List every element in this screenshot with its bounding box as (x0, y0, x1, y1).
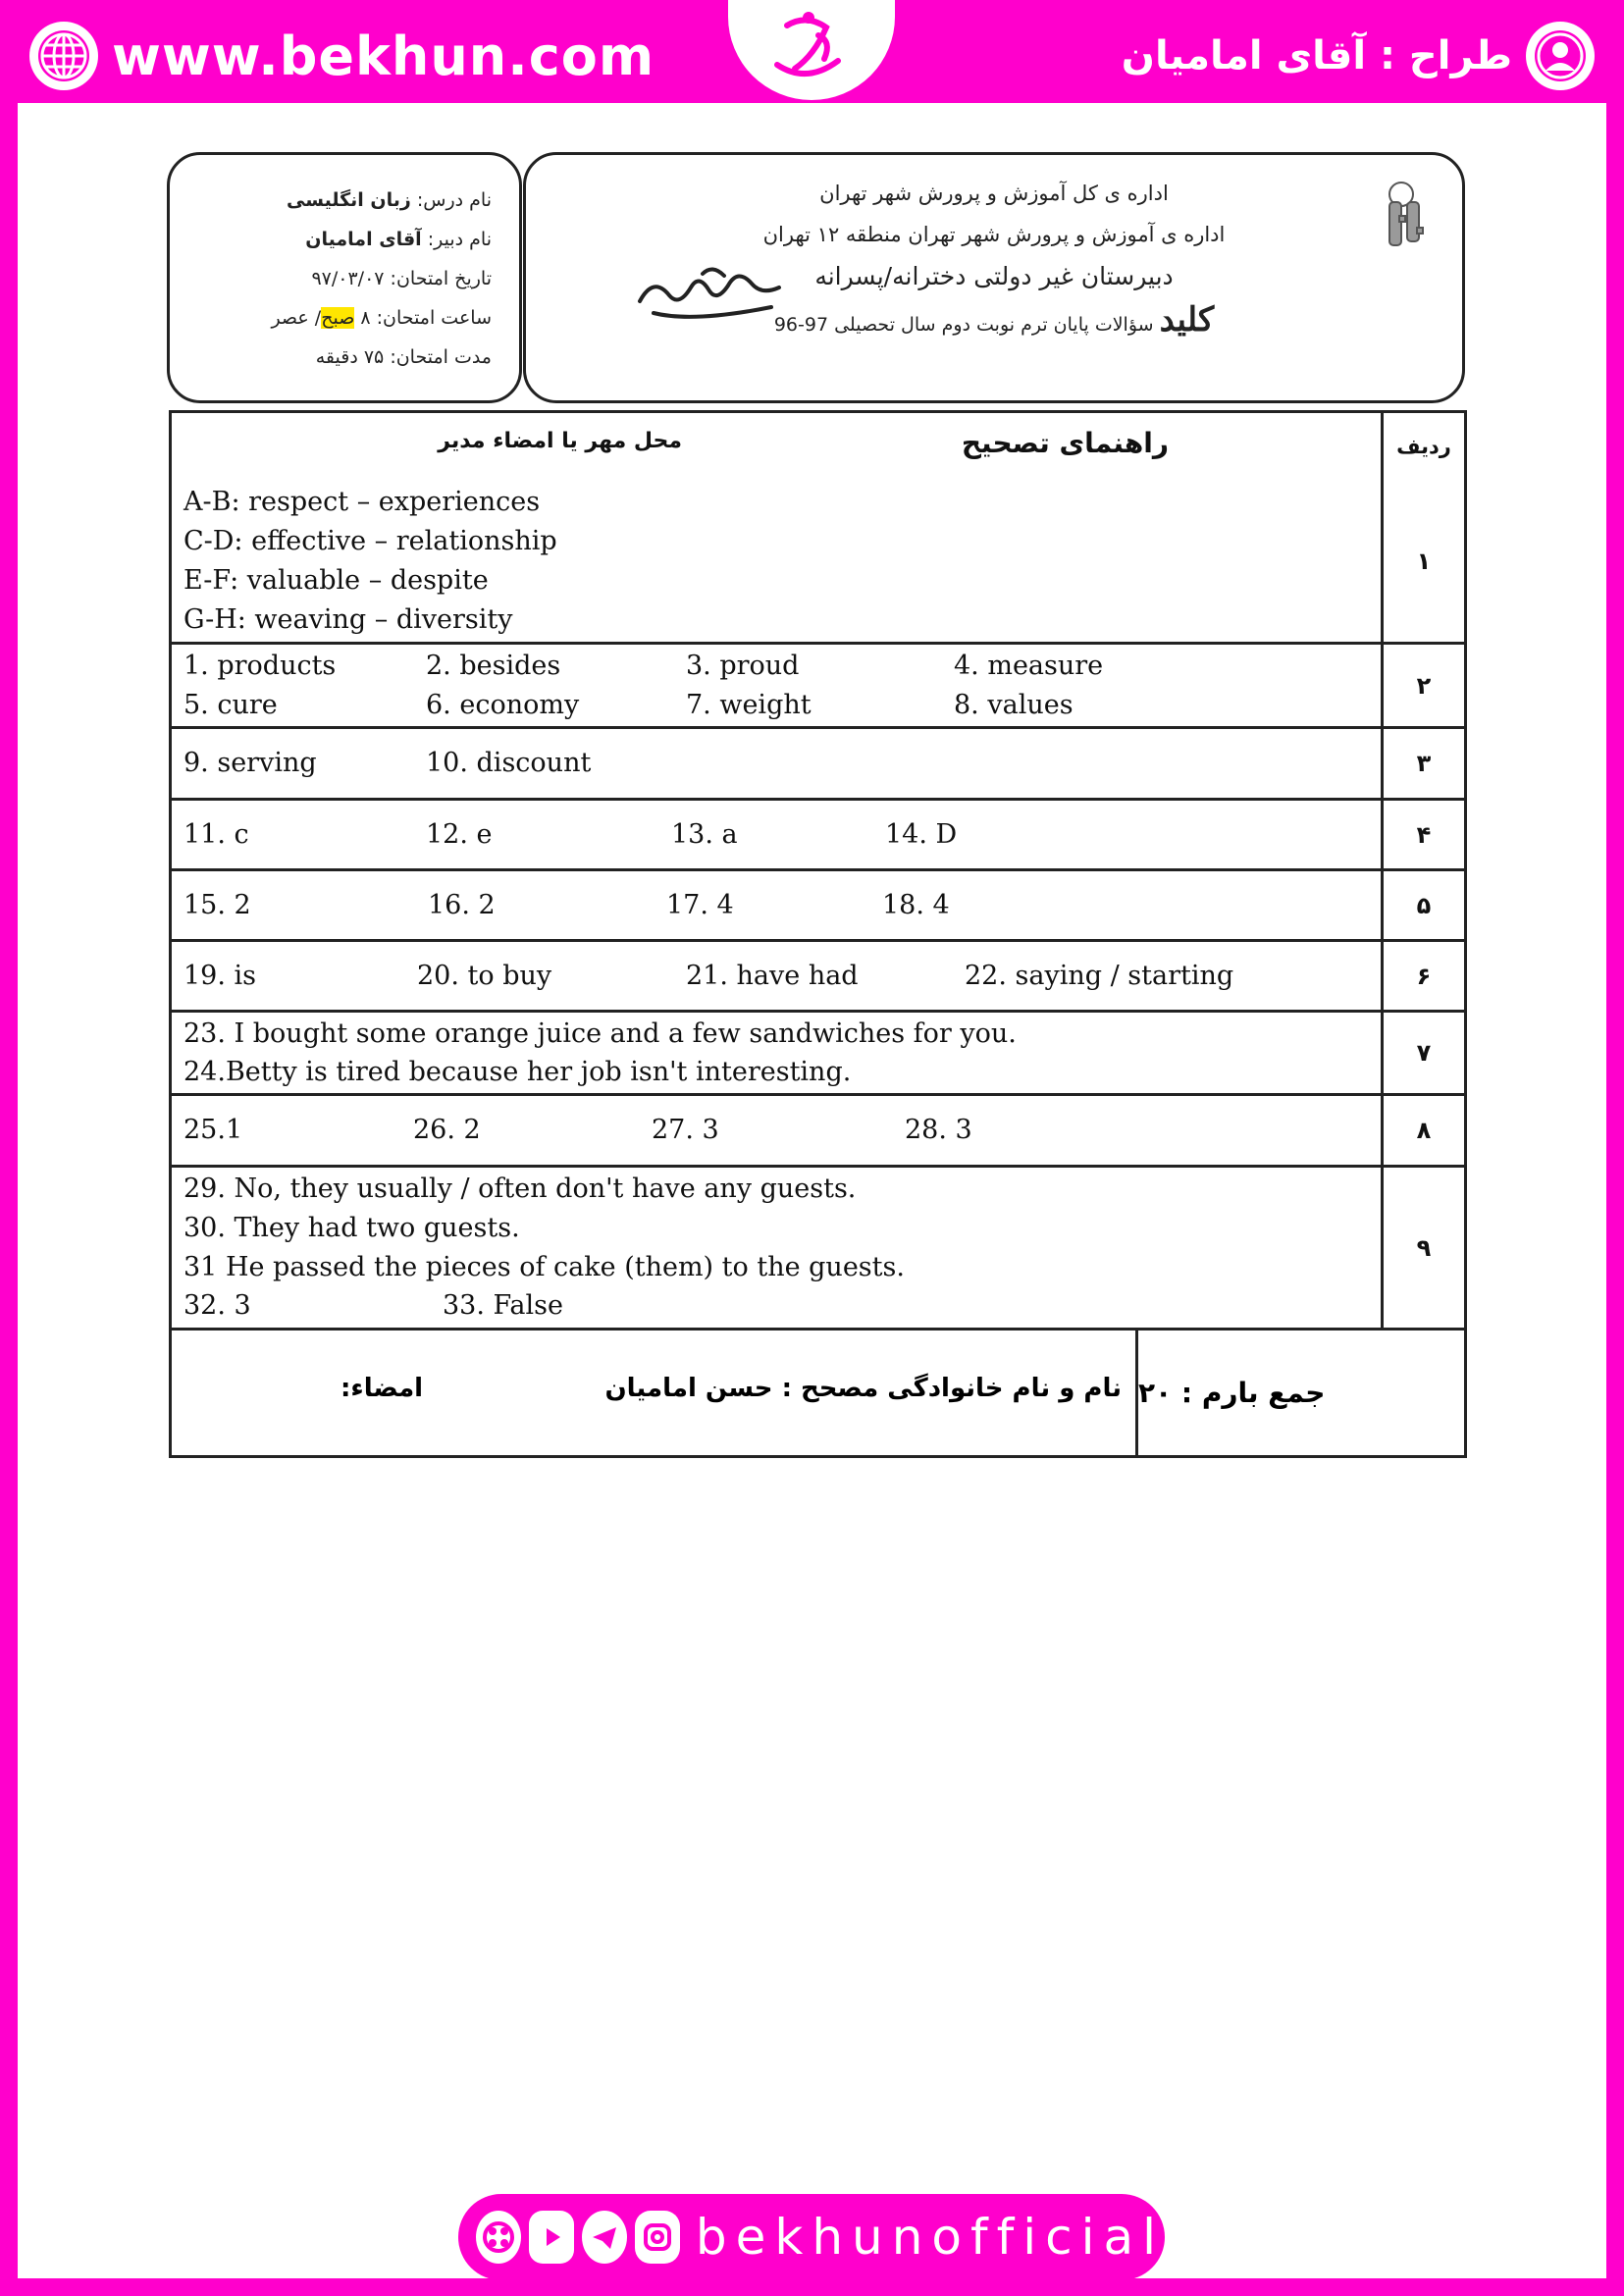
table-row (172, 642, 1464, 726)
subject-line: نام درس: زبان انگلیسی (287, 189, 492, 211)
subject: زبان انگلیسی (287, 189, 411, 211)
exam-info-box (167, 152, 522, 403)
answer-item: 14. D (885, 818, 958, 850)
aparat-icon[interactable] (476, 2211, 521, 2264)
user-icon (1526, 22, 1595, 90)
answer-item: 6. economy (426, 689, 580, 720)
answer-item: 4. measure (954, 651, 1104, 681)
answer-key-table (169, 410, 1467, 1458)
answer-item: 24.Betty is tired because her job isn't interesting. (183, 1057, 852, 1087)
answer-line (183, 686, 1369, 725)
row-number: ۴ (1416, 820, 1432, 849)
answer-item: E-F: valuable – despite (183, 564, 489, 596)
answer-line (183, 1053, 1369, 1091)
row-number: ۶ (1416, 962, 1432, 990)
row-number: ۳ (1416, 750, 1432, 777)
answer-item: 8. values (954, 689, 1074, 720)
row-number: ۸ (1416, 1117, 1432, 1144)
instagram-icon[interactable] (635, 2211, 680, 2264)
answer-item: 26. 2 (413, 1115, 481, 1145)
answer-line (183, 1248, 1369, 1287)
social-bar (458, 2194, 1165, 2280)
row-number: ۷ (1416, 1039, 1432, 1067)
answer-item: 19. is (183, 960, 257, 991)
answer-item: C-D: effective – relationship (183, 525, 557, 556)
answer-item: 31 He passed the pieces of cake (them) to the guests. (183, 1251, 905, 1282)
social-handle[interactable]: bekhunofficial (695, 2209, 1165, 2266)
duration-line: مدت امتحان: ۷۵ دقیقه (315, 346, 492, 368)
answer-item: 25.1 (183, 1115, 243, 1145)
designer-credit (1122, 22, 1595, 90)
website-link[interactable] (29, 22, 655, 90)
answer-item: 7. weight (686, 689, 812, 720)
answer-item: 2. besides (426, 651, 561, 681)
answer-line (183, 1209, 1369, 1248)
answer-item: 13. a (671, 818, 738, 850)
column-row-header: ردیف (1396, 435, 1451, 458)
table-row (172, 1010, 1464, 1093)
answer-line (183, 483, 1369, 522)
key-label: کلید (1159, 300, 1215, 339)
answer-item: 23. I bought some orange juice and a few sandwiches for you. (183, 1018, 1017, 1049)
answer-line (183, 886, 1369, 925)
grader-name: نام و نام خانوادگی مصحح : حسن امامیان (604, 1374, 1122, 1403)
answer-item: 32. 3 (183, 1290, 251, 1322)
answer-line (183, 647, 1369, 686)
table-row (172, 726, 1464, 798)
row-number: ۵ (1416, 891, 1432, 919)
answer-line (183, 1170, 1369, 1209)
designer-name: طراح : آقای امامیان (1121, 33, 1512, 78)
table-row (172, 1093, 1464, 1165)
answer-line (183, 815, 1369, 855)
total-score: جمع بارم : ۲۰ (1138, 1377, 1326, 1409)
date-line: تاریخ امتحان: ۹۷/۰۳/۰۷ (311, 268, 492, 289)
table-footer (172, 1328, 1464, 1455)
answer-item: 1. products (183, 651, 337, 681)
row-number: ۲ (1416, 671, 1432, 700)
column-stamp-header: محل مهر یا امضاء مدیر (438, 429, 682, 453)
answer-line (183, 1111, 1369, 1150)
answer-line (183, 561, 1369, 600)
school-line-2: اداره ی آموزش و پرورش شهر تهران منطقه ۱۲ تهران (762, 223, 1226, 246)
answer-item: 27. 3 (652, 1115, 719, 1145)
column-guide-header: راهنمای تصحیح (961, 427, 1169, 459)
time-line: ساعت امتحان: ۸ صبح/ عصر (271, 307, 492, 329)
answer-item: 22. saying / starting (965, 960, 1234, 991)
answer-line (183, 1286, 1369, 1326)
school-name: دبیرستان غیر دولتی دخترانه/پسرانه (814, 262, 1174, 290)
table-row (172, 1165, 1464, 1328)
answer-line (183, 1015, 1369, 1053)
table-row (172, 798, 1464, 868)
site-url[interactable]: www.bekhun.com (112, 25, 655, 87)
table-row (172, 868, 1464, 939)
bekhun-logo (728, 0, 895, 100)
row-number: ۹ (1416, 1233, 1432, 1262)
answer-item: A-B: respect – experiences (183, 486, 541, 517)
answer-item: 30. They had two guests. (183, 1212, 520, 1243)
answer-line (183, 957, 1369, 996)
answer-item: 29. No, they usually / often don't have any guests. (183, 1174, 857, 1204)
exam-date: ۹۷/۰۳/۰۷ (311, 268, 385, 289)
answer-item: G-H: weaving – diversity (183, 603, 513, 635)
answer-line (183, 522, 1369, 561)
youtube-icon[interactable] (529, 2211, 574, 2264)
teacher-line: نام دبیر: آقای امامیان (305, 229, 492, 250)
highlighted-morning: صبح (321, 307, 355, 329)
school-info-box (523, 152, 1465, 403)
answer-item: 17. 4 (666, 889, 734, 920)
answer-item: 15. 2 (183, 889, 251, 920)
telegram-icon[interactable] (582, 2211, 627, 2264)
school-seal-logo (634, 258, 791, 331)
answer-item: 16. 2 (428, 889, 496, 920)
answer-line (183, 600, 1369, 640)
answer-item: 10. discount (426, 748, 592, 778)
answer-item: 5. cure (183, 689, 278, 720)
answer-item: 20. to buy (417, 960, 552, 991)
top-banner (0, 0, 1624, 103)
answer-item: 11. c (183, 818, 249, 850)
school-line-1: اداره ی کل آموزش و پرورش شهر تهران (819, 182, 1169, 205)
table-row (172, 939, 1464, 1010)
row-number: ۱ (1416, 547, 1432, 575)
answer-item: 18. 4 (882, 889, 950, 920)
table-row (172, 480, 1464, 642)
globe-icon (29, 22, 98, 90)
teacher: آقای امامیان (305, 229, 422, 250)
answer-item: 33. False (443, 1290, 563, 1322)
answer-item: 12. e (426, 818, 493, 850)
answer-item: 9. serving (183, 748, 317, 778)
answer-item: 28. 3 (905, 1115, 972, 1145)
answer-line (183, 744, 1369, 783)
exam-title: کلید سؤالات پایان ترم نوبت دوم سال تحصیلی 97-96 (773, 300, 1215, 339)
answer-item: 3. proud (686, 651, 800, 681)
signature-label: امضاء: (341, 1374, 424, 1403)
table-header (172, 413, 1464, 480)
answer-item: 21. have had (686, 960, 859, 991)
